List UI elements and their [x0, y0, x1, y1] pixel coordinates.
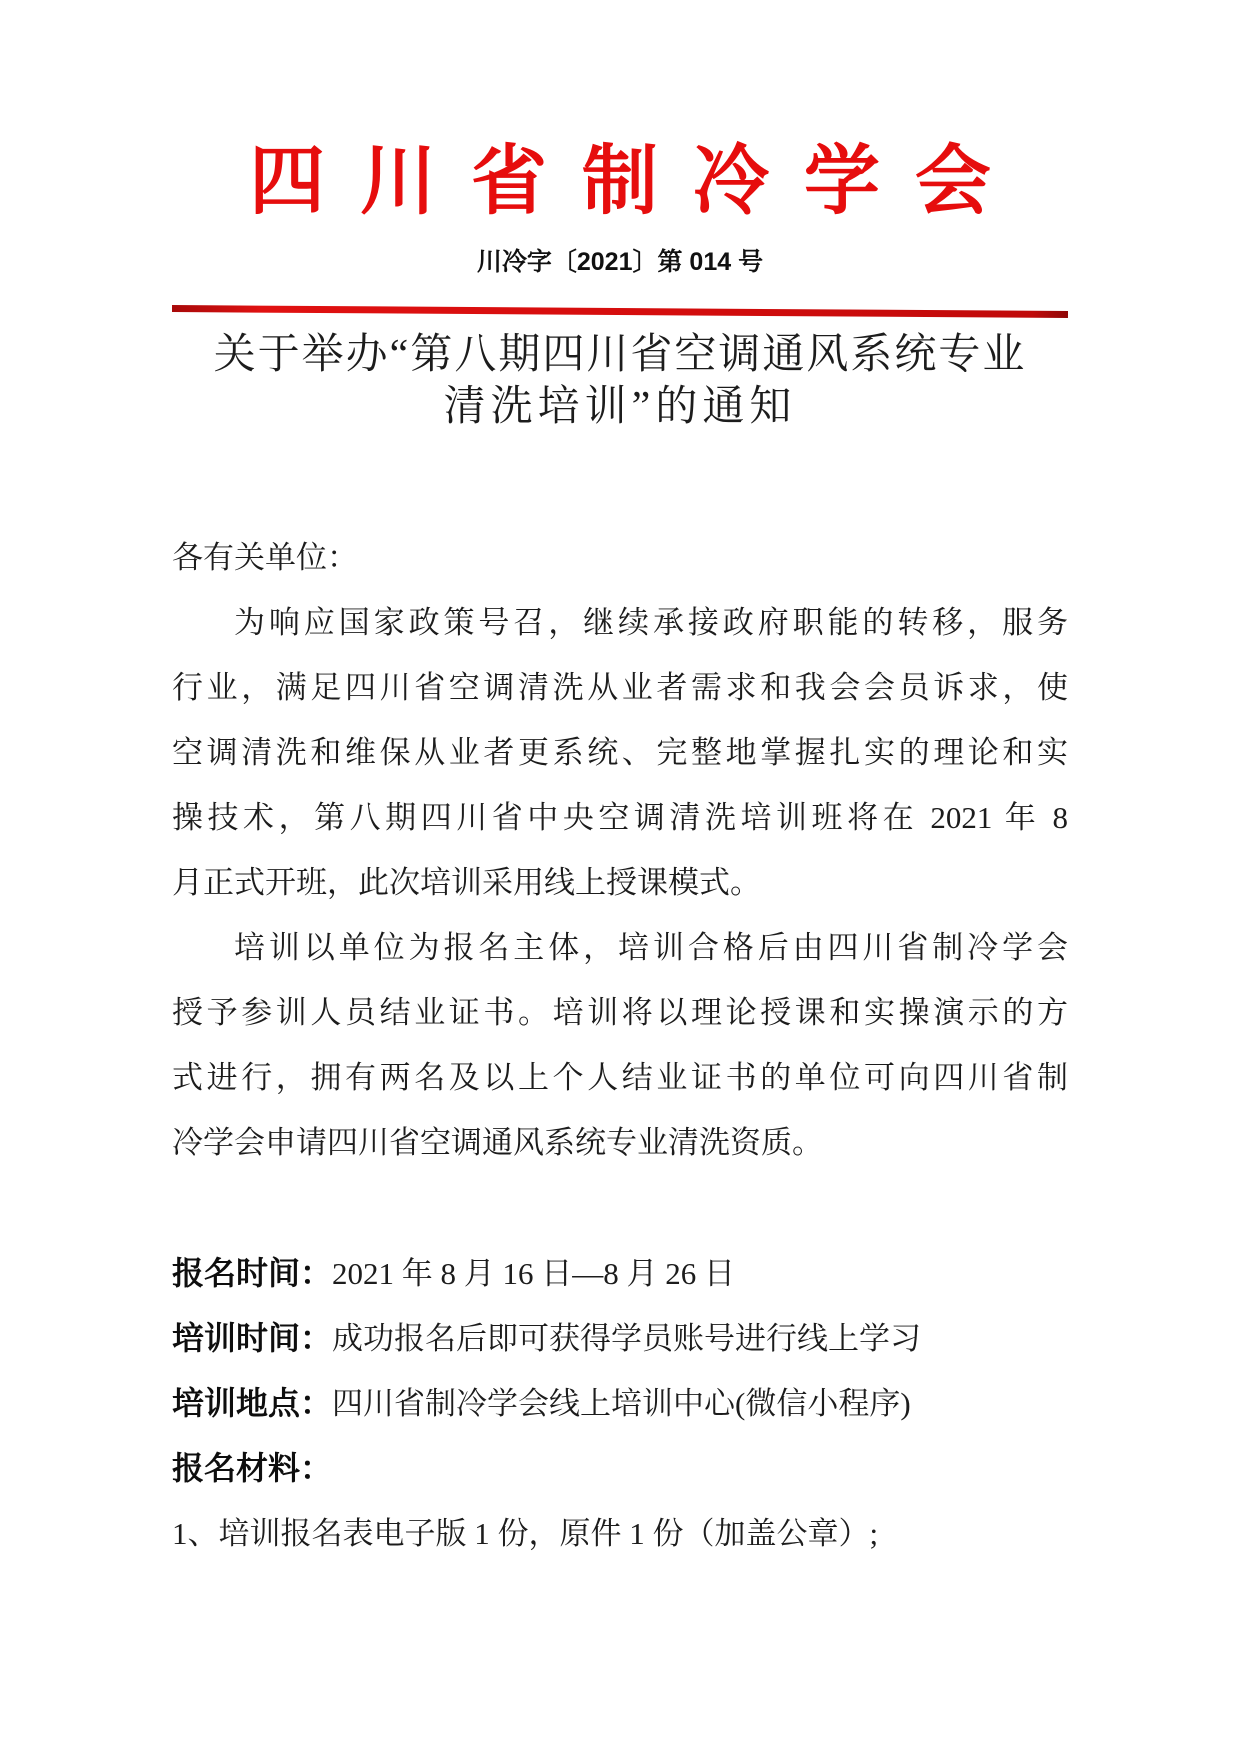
- info-value: 成功报名后即可获得学员账号进行线上学习: [332, 1321, 922, 1356]
- body-line: 行业，满足四川省空调清洗从业者需求和我会会员诉求，使: [172, 670, 1068, 705]
- red-divider-line: [172, 305, 1068, 318]
- notice-body: [172, 525, 1068, 1175]
- body-line: 空调清洗和维保从业者更系统、完整地掌握扎实的理论和实: [172, 735, 1068, 770]
- info-row-materials-heading: [172, 1436, 1068, 1501]
- info-row-signup-time: [172, 1241, 1068, 1306]
- notice-title-line-2: 清洗培训”的通知: [443, 384, 797, 430]
- body-line: 操技术，第八期四川省中央空调清洗培训班将在 2021 年 8: [172, 800, 1068, 835]
- document-number: 川冷字〔2021〕第 014 号: [476, 248, 764, 276]
- info-value: 2021 年 8 月 16 日—8 月 26 日: [332, 1256, 736, 1291]
- body-line: 授予参训人员结业证书。培训将以理论授课和实操演示的方: [172, 995, 1068, 1030]
- info-label: 报名材料：: [172, 1450, 333, 1486]
- info-label: 报名时间：: [172, 1255, 333, 1291]
- body-line: 冷学会申请四川省空调通风系统专业清洗资质。: [172, 1125, 823, 1160]
- info-value: 四川省制冷学会线上培训中心(微信小程序): [332, 1386, 911, 1421]
- info-label: 培训时间：: [172, 1320, 333, 1356]
- salutation: 各有关单位：: [172, 540, 358, 575]
- body-line: 为响应国家政策号召，继续承接政府职能的转移，服务: [234, 605, 1068, 640]
- body-line: 培训以单位为报名主体，培训合格后由四川省制冷学会: [234, 930, 1068, 965]
- organization-title: 四川省制冷学会: [249, 140, 1026, 224]
- document-content: [0, 132, 1240, 1566]
- info-row-training-location: [172, 1371, 1068, 1436]
- info-row-training-time: [172, 1306, 1068, 1371]
- material-item-1: 1、培训报名表电子版 1 份，原件 1 份（加盖公章）;: [172, 1516, 879, 1551]
- body-line: 月正式开班，此次培训采用线上授课模式。: [172, 865, 761, 900]
- notice-title: [172, 329, 1068, 433]
- notice-title-line-1: 关于举办“第八期四川省空调通风系统专业: [213, 332, 1027, 378]
- registration-info: [172, 1241, 1068, 1566]
- paragraph-1: [172, 590, 1068, 915]
- info-label: 培训地点：: [172, 1385, 333, 1421]
- body-line: 式进行，拥有两名及以上个人结业证书的单位可向四川省制: [172, 1060, 1068, 1095]
- paragraph-2: [172, 915, 1068, 1175]
